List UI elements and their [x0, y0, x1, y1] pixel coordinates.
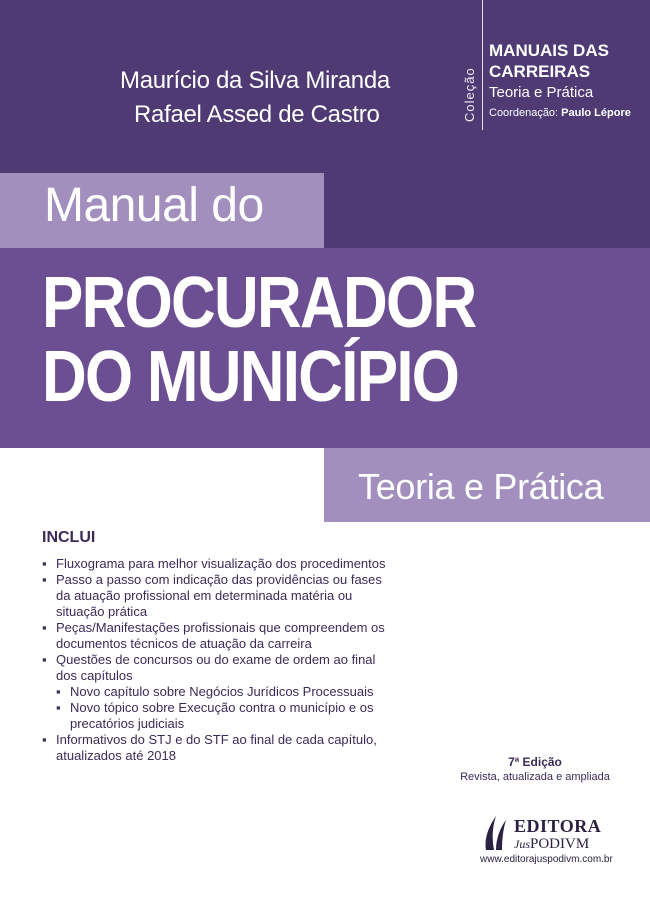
list-item-text: Informativos do STJ e do STF ao final de cada capítulo, atualizados até 2018 — [56, 732, 377, 763]
coordination-label: Coordenação: — [489, 107, 559, 119]
coordinator-name: Paulo Lépore — [561, 107, 631, 119]
edition-info — [460, 755, 610, 783]
list-item — [42, 556, 392, 572]
series-coordination — [489, 107, 639, 119]
includes-heading: INCLUI — [42, 529, 96, 546]
bullet-icon: ▪ — [56, 684, 61, 699]
publisher-mark-icon — [480, 812, 510, 852]
publisher-imprint — [514, 836, 589, 853]
list-item-text: Passo a passo com indicação das providências ou fases da atuação profissional em determinada matéria ou situação prática — [56, 572, 382, 619]
publisher-website[interactable]: www.editorajuspodivm.com.br — [480, 854, 613, 865]
book-subtitle: Teoria e Prática — [358, 466, 604, 507]
title-prefix: Manual do — [44, 179, 264, 232]
sub-list-item — [42, 700, 392, 732]
bullet-icon: ▪ — [42, 652, 47, 667]
list-item-text: Peças/Manifestações profissionais que compreendem os documentos técnicos de atuação da carreira — [56, 620, 385, 651]
publisher-name: EDITORA — [514, 816, 602, 836]
list-item-text: Questões de concursos ou do exame de ordem ao final dos capítulos — [56, 652, 376, 683]
bullet-icon: ▪ — [42, 572, 47, 587]
bullet-icon: ▪ — [42, 620, 47, 635]
publisher-logo — [480, 812, 620, 866]
series-subtitle: Teoria e Prática — [489, 84, 594, 101]
sub-list-item-text: Novo tópico sobre Execução contra o município e os precatórios judiciais — [70, 700, 374, 731]
bullet-icon: ▪ — [56, 700, 61, 715]
series-name: MANUAIS DAS CARREIRAS — [489, 41, 609, 81]
bullet-icon: ▪ — [42, 732, 47, 747]
author-name: Rafael Assed de Castro — [134, 101, 380, 128]
edition-number: 7ª Edição — [508, 755, 562, 769]
list-item — [42, 572, 392, 620]
title-line-2: DO MUNICÍPIO — [42, 337, 459, 417]
bullet-icon: ▪ — [42, 556, 47, 571]
edition-note: Revista, atualizada e ampliada — [460, 771, 610, 783]
collection-label: Coleção — [462, 67, 477, 122]
features-list — [42, 556, 392, 764]
series-info — [489, 40, 639, 119]
title-line-1: PROCURADOR — [42, 263, 476, 343]
list-item — [42, 620, 392, 652]
list-item — [42, 732, 392, 764]
series-divider — [482, 0, 483, 130]
imprint-prefix: Jus — [514, 837, 530, 851]
author-name: Maurício da Silva Miranda — [120, 67, 390, 94]
list-item-text: Fluxograma para melhor visualização dos procedimentos — [56, 556, 386, 571]
imprint-name: PODIVM — [530, 836, 590, 852]
authors — [120, 64, 390, 132]
sub-list-item-text: Novo capítulo sobre Negócios Jurídicos Processuais — [70, 684, 374, 699]
sub-list-item — [42, 684, 392, 700]
list-item — [42, 652, 392, 684]
